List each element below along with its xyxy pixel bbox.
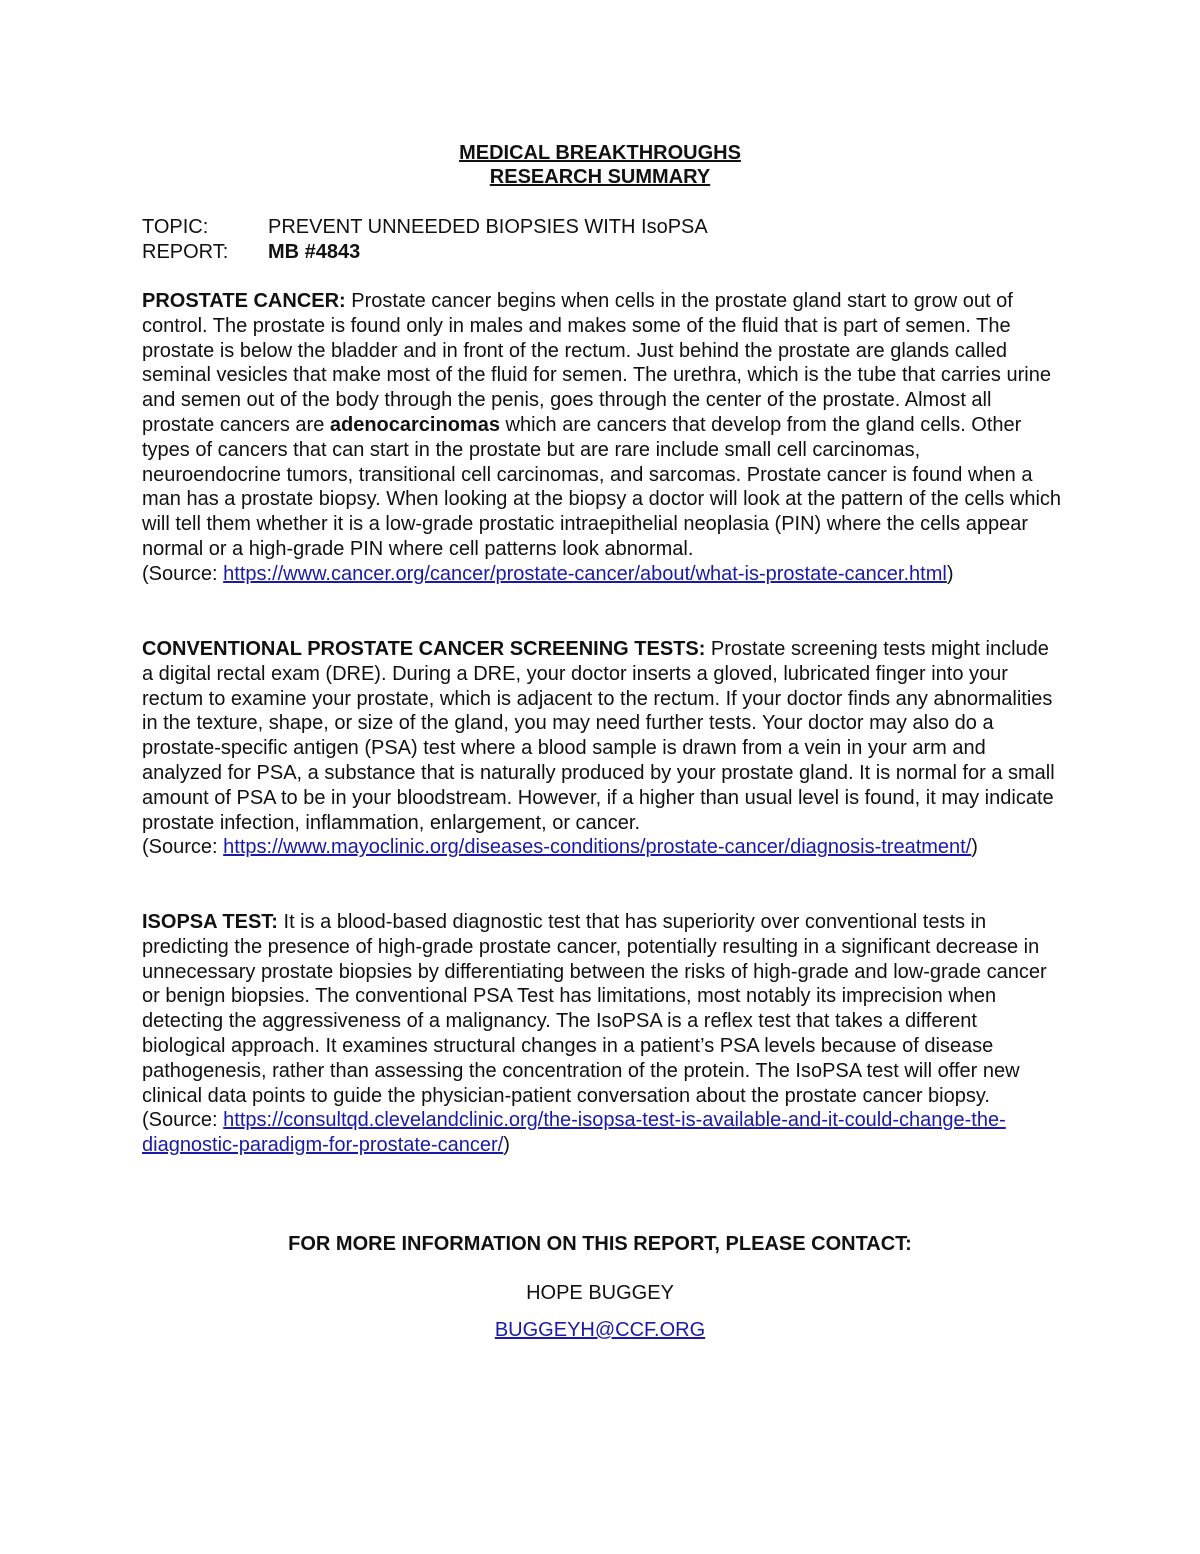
source-line (142, 1108, 1062, 1158)
header-subtitle: RESEARCH SUMMARY (489, 166, 711, 188)
header-title: MEDICAL BREAKTHROUGHS (459, 142, 741, 164)
section-heading: ISOPSA TEST: (142, 911, 278, 933)
section-heading: CONVENTIONAL PROSTATE CANCER SCREENING TESTS: (142, 638, 706, 660)
source-prefix: (Source: (142, 1109, 224, 1132)
section-prostate-cancer (142, 289, 1062, 587)
contact-name: HOPE BUGGEY (526, 1282, 674, 1304)
source-link[interactable]: https://www.mayoclinic.org/diseases-conditions/prostate-cancer/diagnosis-treatment/ (223, 836, 972, 859)
topic-label: TOPIC: (142, 216, 209, 238)
topic-row (142, 215, 708, 240)
report-meta (142, 215, 708, 264)
section-text: Prostate cancer begins when cells in the prostate gland start to grow out of control. The prostate is found only in males and makes some of the fluid that is part of semen. The prostate is below the bladder and in front of the rectum. Just behind the prostate are glands called seminal vesicles that make most of the fluid for semen. The urethra, which is the tube that carries urine and semen out of the body through the penis, goes through the center of the prostate. Almost all prostate cancers are (142, 290, 1051, 436)
section-screening-tests (142, 637, 1062, 860)
section-heading: PROSTATE CANCER: (142, 290, 346, 312)
contact-email-link[interactable]: BUGGEYH@CCF.ORG (494, 1319, 706, 1341)
report-label: REPORT: (142, 240, 229, 263)
source-prefix: (Source: (142, 562, 224, 585)
document-header (0, 141, 1200, 189)
bold-term: adenocarcinomas (329, 413, 500, 436)
report-row (142, 240, 708, 265)
source-suffix: ) (971, 836, 978, 859)
source-suffix: ) (503, 1134, 510, 1157)
section-paragraph (142, 910, 1062, 1108)
section-isopsa-test (142, 910, 1062, 1158)
section-paragraph (142, 637, 1062, 835)
source-prefix: (Source: (142, 836, 224, 859)
source-link[interactable]: https://www.cancer.org/cancer/prostate-cancer/about/what-is-prostate-cancer.html (223, 562, 947, 585)
section-paragraph (142, 289, 1062, 562)
source-suffix: ) (946, 562, 954, 585)
source-line (142, 562, 1062, 587)
source-link[interactable]: https://consultqd.clevelandclinic.org/the-isopsa-test-is-available-and-it-could-change-the-diagnostic-paradigm-for-prostate-cancer/ (142, 1109, 1006, 1157)
report-number: MB #4843 (268, 240, 361, 263)
section-text: It is a blood-based diagnostic test that has superiority over conventional tests in predicting the presence of high-grade prostate cancer, potentially resulting in a significant decrease in unnecessary prostate biopsies by differentiating between the risks of high-grade and low-grade cancer or benign biopsies. The conventional PSA Test has limitations, most notably its imprecision when detecting the aggressiveness of a malignancy. The IsoPSA is a reflex test that takes a different biological approach. It examines structural changes in a patient’s PSA levels because of disease pathogenesis, rather than assessing the concentration of the protein. The IsoPSA test will offer new clinical data points to guide the physician-patient conversation about the prostate cancer biopsy. (142, 911, 1047, 1107)
contact-heading: FOR MORE INFORMATION ON THIS REPORT, PLEASE CONTACT: (288, 1233, 912, 1255)
source-line (142, 835, 1062, 860)
section-text-continued: which are cancers that develop from the gland cells. Other types of cancers that can start in the prostate but are rare include small cell carcinomas, neuroendocrine tumors, transitional cell carcinomas, and sarcomas. Prostate cancer is found when a man has a prostate biopsy. When looking at the biopsy a doctor will look at the pattern of the cells which will tell them whether it is a low-grade prostatic intraepithelial neoplasia (PIN) where the cells appear normal or a high-grade PIN where cell patterns look abnormal. (142, 413, 1062, 560)
section-text: Prostate screening tests might include a digital rectal exam (DRE). During a DRE, your doctor inserts a gloved, lubricated finger into your rectum to examine your prostate, which is adjacent to the rectum. If your doctor finds any abnormalities in the texture, shape, or size of the gland, you may need further tests. Your doctor may also do a prostate-specific antigen (PSA) test where a blood sample is drawn from a vein in your arm and analyzed for PSA, a substance that is naturally produced by your prostate gland. It is normal for a small amount of PSA to be in your bloodstream. However, if a higher than usual level is found, it may indicate prostate infection, inflammation, enlargement, or cancer. (142, 638, 1055, 834)
contact-email-wrapper (0, 1319, 1200, 1342)
topic-value: PREVENT UNNEEDED BIOPSIES WITH IsoPSA (268, 216, 708, 238)
